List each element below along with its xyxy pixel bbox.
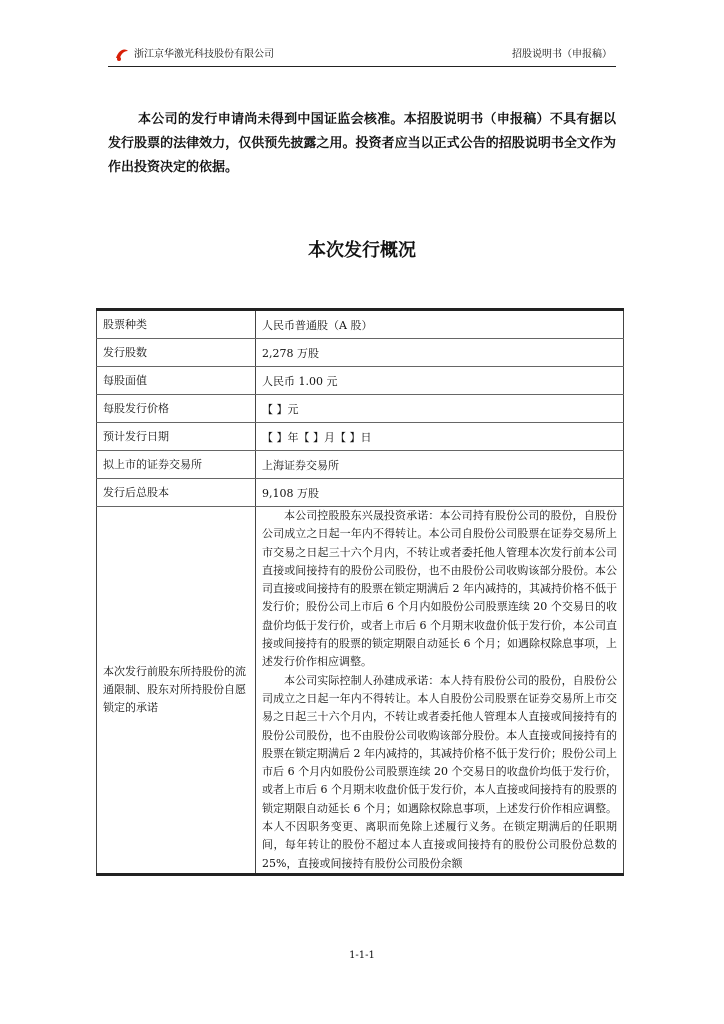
row-label: 发行股数 — [97, 339, 256, 367]
row-value: 人民币普通股（A 股） — [256, 310, 624, 339]
offering-summary-table — [96, 308, 624, 876]
controlling-shareholder-commitment: 本公司控股股东兴晟投资承诺：本公司持有股份公司的股份，自股份公司成立之日起一年内不得转让。本公司自股份公司股票在证券交易所上市交易之日起三十六个月内，不转让或者委托他人管理本次发行前本公司直接或间接持有的股份公司股份，也不由股份公司收购该部分股份。本公司直接或间接持有的股票在锁定期满后 2 年内减持的，其减持价格不低于发行价；股份公司上市后 6 个月内如股份公司股票连续 20 个交易日的收盘价均低于发行价，或者上市后 6 个月期末收盘价低于发行价，本公司直接或间接持有的股票的锁定期限自动延长 6 个月；如遇除权除息事项，上述发行价作相应调整。 — [262, 509, 617, 669]
page-header — [108, 46, 616, 67]
section-title: 本次发行概况 — [308, 240, 416, 261]
lockup-label: 本次发行前股东所持股份的流通限制、股东对所持股份自愿锁定的承诺 — [97, 507, 256, 875]
row-label: 预计发行日期 — [97, 423, 256, 451]
row-label: 拟上市的证券交易所 — [97, 451, 256, 479]
table-row — [97, 367, 624, 395]
row-label: 每股面值 — [97, 367, 256, 395]
lockup-commitments — [256, 507, 624, 875]
row-label: 股票种类 — [97, 310, 256, 339]
row-value: 【 】年【 】月【 】日 — [256, 423, 624, 451]
table-row — [97, 423, 624, 451]
row-value: 人民币 1.00 元 — [256, 367, 624, 395]
company-logo-icon — [114, 46, 130, 62]
page-number: 1-1-1 — [349, 950, 375, 961]
actual-controller-commitment: 本公司实际控制人孙建成承诺：本人持有股份公司的股份，自股份公司成立之日起一年内不得转让。本人自股份公司股票在证券交易所上市交易之日起三十六个月内，不转让或者委托他人管理本人直接或间接持有的股份公司股份，也不由股份公司收购该部分股份。本人直接或间接持有的股票在锁定期满后 2 年内减持的，其减持价格不低于发行价；股份公司上市后 6 个月内如股份公司股票连续 20 个交易日的收盘价均低于发行价，或者上市后 6 个月期末收盘价低于发行价，本人直接或间接持有的股票的锁定期限自动延长 6 个月；如遇除权除息事项，上述发行价作相应调整。本人不因职务变更、离职而免除上述履行义务。在锁定期满后的任职期间，每年转让的股份不超过本人直接或间接持有的股份公司股份总数的 25%，直接或间接持有股份公司股份余额 — [262, 673, 617, 870]
header-document-title: 招股说明书（申报稿） — [512, 49, 612, 60]
table-row — [97, 339, 624, 367]
row-label: 发行后总股本 — [97, 479, 256, 507]
row-value: 【 】元 — [256, 395, 624, 423]
header-company-name: 浙江京华激光科技股份有限公司 — [134, 49, 274, 60]
row-value: 9,108 万股 — [256, 479, 624, 507]
table-row — [97, 395, 624, 423]
regulatory-notice: 本公司的发行申请尚未得到中国证监会核准。本招股说明书（申报稿）不具有据以发行股票的法律效力，仅供预先披露之用。投资者应当以正式公告的招股说明书全文作为作出投资决定的依据。 — [108, 112, 616, 175]
table-row-lockup — [97, 507, 624, 875]
table-row — [97, 310, 624, 339]
table-row — [97, 451, 624, 479]
row-label: 每股发行价格 — [97, 395, 256, 423]
row-value: 2,278 万股 — [256, 339, 624, 367]
row-value: 上海证券交易所 — [256, 451, 624, 479]
table-row — [97, 479, 624, 507]
